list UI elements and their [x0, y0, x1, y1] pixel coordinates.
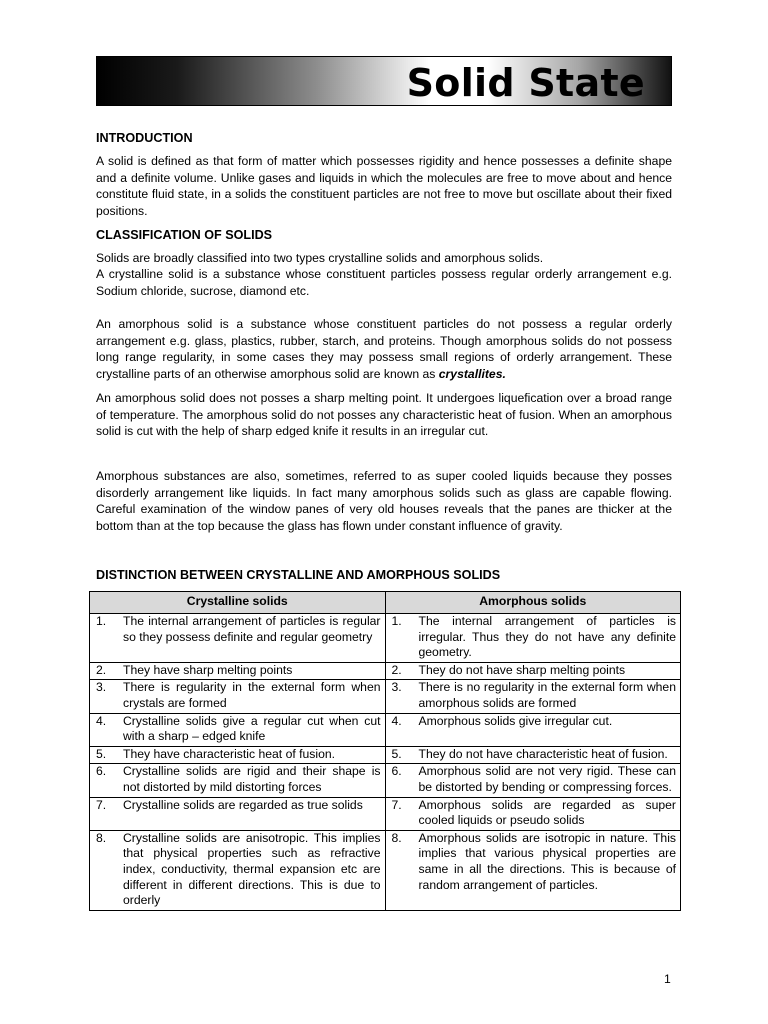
table-row — [90, 680, 681, 713]
crystalline-row-number: 6. — [96, 764, 107, 779]
crystalline-row-number: 2. — [96, 662, 107, 677]
amorphous-cell — [385, 662, 681, 680]
amorphous-row-text: Amorphous solid are not very rigid. These can be distorted by bending or compressing forces. — [418, 764, 676, 794]
crystalline-cell — [90, 764, 386, 797]
amorphous-cell — [385, 746, 681, 764]
table-row — [90, 764, 681, 797]
crystalline-row-number: 5. — [96, 746, 107, 761]
crystalline-cell — [90, 830, 386, 910]
heading-classification: CLASSIFICATION OF SOLIDS — [96, 228, 273, 242]
table-row — [90, 830, 681, 910]
amorphous-row-number: 4. — [391, 713, 402, 728]
heading-distinction: DISTINCTION BETWEEN CRYSTALLINE AND AMORPHOUS SOLIDS — [96, 568, 501, 582]
amorphous-row-number: 5. — [391, 746, 402, 761]
crystalline-row-number: 1. — [96, 614, 107, 628]
crystalline-row-text: The internal arrangement of particles is regular so they possess definite and regular geometry — [123, 614, 381, 644]
crystalline-cell — [90, 797, 386, 830]
amorphous-cell — [385, 764, 681, 797]
amorphous-row-text: They do not have sharp melting points — [418, 662, 626, 677]
table-row — [90, 797, 681, 830]
crystalline-cell — [90, 680, 386, 713]
title-banner — [96, 56, 672, 106]
paragraph-amorphous-1 — [96, 316, 672, 382]
table-row — [90, 746, 681, 764]
amorphous-row-number: 6. — [391, 764, 402, 779]
crystalline-row-number: 4. — [96, 713, 107, 728]
amorphous-row-number: 2. — [391, 662, 402, 677]
paragraph-amorphous-3: Amorphous substances are also, sometimes, referred to as super cooled liquids because they posses disorderly arrangement like liquids. In fact many amorphous solids such as glass are capable flowing. Careful examination of the window panes of very old houses reveals that the panes are thicker at the bottom than at the top because the glass has flown under constant influence of gravity. — [96, 469, 672, 533]
amorphous-row-number: 3. — [391, 680, 402, 695]
crystalline-cell — [90, 746, 386, 764]
crystalline-row-number: 7. — [96, 797, 107, 812]
table-header-row — [90, 592, 681, 614]
amorphous-row-number: 7. — [391, 797, 402, 812]
column-header-crystalline: Crystalline solids — [90, 592, 386, 614]
amorphous-row-text: Amorphous solids are isotropic in nature. This implies that various physical properties are same in all the directions. This is because of random arrangement of particles. — [418, 830, 676, 892]
crystalline-cell — [90, 662, 386, 680]
amorphous-cell — [385, 797, 681, 830]
crystalline-row-number: 3. — [96, 680, 107, 695]
amorphous-cell — [385, 713, 681, 746]
crystalline-row-number: 8. — [96, 830, 107, 845]
amorphous-row-number: 1. — [391, 614, 402, 628]
amorphous-row-text: Amorphous solids give irregular cut. — [418, 713, 613, 728]
amorphous-1-text: An amorphous solid is a substance whose constituent particles do not possess a regular orderly arrangement e.g. glass, plastics, rubber, starch, and proteins. Though amorphous solids do not possess long range regularity, in some cases they may possess small regions of orderly arrangement. These crystalline parts of an otherwise amorphous solid are known as — [96, 317, 672, 381]
crystalline-row-text: Crystalline solids are anisotropic. This implies that physical properties such as refractive index, conductivity, thermal expansion etc are different in different directions. This is due to orderly — [123, 830, 381, 908]
crystalline-cell — [90, 614, 386, 663]
crystallites-term: crystallites. — [438, 366, 506, 381]
table-row — [90, 713, 681, 746]
amorphous-cell — [385, 830, 681, 910]
comparison-table — [89, 591, 681, 911]
heading-introduction: INTRODUCTION — [96, 131, 193, 145]
amorphous-row-number: 8. — [391, 830, 402, 845]
crystalline-row-text: There is regularity in the external form when crystals are formed — [123, 680, 381, 710]
amorphous-row-text: They do not have characteristic heat of fusion. — [418, 746, 668, 761]
paragraph-classification-2: A crystalline solid is a substance whose constituent particles possess regular orderly arrangement e.g. Sodium chloride, sucrose, diamond etc. — [96, 267, 672, 298]
table-row — [90, 614, 681, 663]
amorphous-row-text: There is no regularity in the external form when amorphous solids are formed — [418, 680, 676, 710]
crystalline-row-text: Crystalline solids are regarded as true solids — [123, 797, 363, 812]
amorphous-row-text: The internal arrangement of particles is irregular. Thus they do not have any definite geometry. — [418, 614, 676, 660]
page-title: Solid State — [406, 61, 645, 105]
paragraph-introduction: A solid is defined as that form of matter which possesses rigidity and hence possesses a definite shape and a definite volume. Unlike gases and liquids in which the molecules are free to move about and hence constitute fluid state, in a solids the constituent particles are not free to move but oscillate about their fixed positions. — [96, 154, 672, 218]
crystalline-row-text: They have characteristic heat of fusion. — [123, 746, 336, 761]
amorphous-row-text: Amorphous solids are regarded as super cooled liquids or pseudo solids — [418, 797, 676, 828]
table-row — [90, 662, 681, 680]
crystalline-row-text: They have sharp melting points — [123, 662, 293, 677]
amorphous-cell — [385, 680, 681, 713]
crystalline-row-text: Crystalline solids give a regular cut when cut with a sharp – edged knife — [123, 713, 381, 744]
paragraph-amorphous-2: An amorphous solid does not posses a sharp melting point. It undergoes liquefication over a broad range of temperature. The amorphous solid do not posses any characteristic heat of fusion. When an amorphous solid is cut with the help of sharp edged knife it results in an irregular cut. — [96, 391, 672, 439]
column-header-amorphous: Amorphous solids — [385, 592, 681, 614]
crystalline-cell — [90, 713, 386, 746]
paragraph-classification-1: Solids are broadly classified into two types crystalline solids and amorphous solids. — [96, 251, 544, 265]
crystalline-row-text: Crystalline solids are rigid and their shape is not distorted by mild distorting forces — [123, 764, 381, 794]
amorphous-cell — [385, 614, 681, 663]
page-number: 1 — [664, 972, 671, 986]
